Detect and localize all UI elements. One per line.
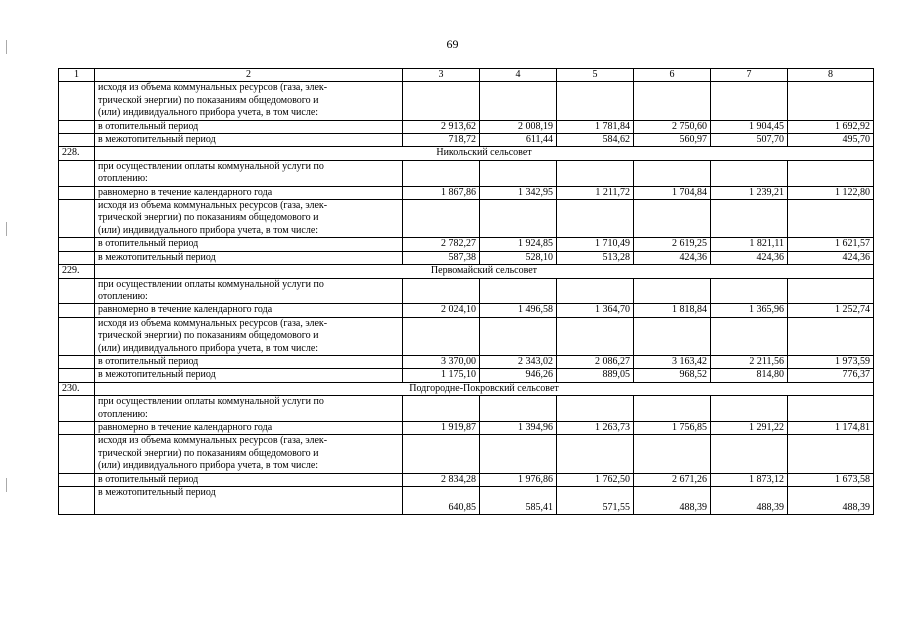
row-number-cell <box>59 421 95 434</box>
value-cell: 1 496,58 <box>480 304 557 317</box>
data-row <box>59 120 874 133</box>
data-row <box>59 487 874 515</box>
empty-value-cell <box>557 82 634 120</box>
column-number: 4 <box>480 69 557 82</box>
row-label: в отопительный период <box>95 355 403 368</box>
data-row <box>59 304 874 317</box>
empty-value-cell <box>788 82 874 120</box>
value-cell: 507,70 <box>711 134 788 147</box>
description-line: исходя из объема коммунальных ресурсов (газа, элек- <box>98 435 328 447</box>
description-line: трической энергии) по показаниям общедомового и <box>98 447 319 459</box>
description-row <box>59 82 874 120</box>
empty-value-cell <box>711 317 788 355</box>
description-cell <box>95 82 403 120</box>
row-number-cell <box>59 435 95 473</box>
row-number-cell <box>59 317 95 355</box>
description-line: (или) индивидуального прибора учета, в том числе: <box>98 224 319 236</box>
value-cell: 611,44 <box>480 134 557 147</box>
empty-value-cell <box>634 200 711 238</box>
description-line: исходя из объема коммунальных ресурсов (газа, элек- <box>98 317 328 329</box>
empty-value-cell <box>480 278 557 304</box>
description-row <box>59 160 874 186</box>
description-line: (или) индивидуального прибора учета, в том числе: <box>98 107 319 119</box>
value-cell: 1 211,72 <box>557 186 634 199</box>
empty-value-cell <box>711 396 788 422</box>
section-row <box>59 265 874 278</box>
value-cell: 1 873,12 <box>711 473 788 486</box>
empty-value-cell <box>634 278 711 304</box>
description-line: трической энергии) по показаниям общедомового и <box>98 330 319 342</box>
data-row <box>59 186 874 199</box>
row-number-cell <box>59 82 95 120</box>
description-line: отоплению: <box>98 290 148 302</box>
value-cell: 2 671,26 <box>634 473 711 486</box>
value-cell: 2 086,27 <box>557 355 634 368</box>
value-cell: 2 834,28 <box>403 473 480 486</box>
row-number-cell <box>59 120 95 133</box>
value-cell: 814,80 <box>711 369 788 382</box>
empty-value-cell <box>403 200 480 238</box>
value-cell: 1 122,80 <box>788 186 874 199</box>
value-cell: 1 924,85 <box>480 238 557 251</box>
row-number-cell <box>59 487 95 515</box>
value-cell: 1 904,45 <box>711 120 788 133</box>
value-cell: 585,41 <box>480 487 557 515</box>
empty-value-cell <box>557 435 634 473</box>
empty-value-cell <box>480 160 557 186</box>
value-cell: 1 756,85 <box>634 421 711 434</box>
value-cell: 1 263,73 <box>557 421 634 434</box>
data-row <box>59 421 874 434</box>
value-cell: 1 291,22 <box>711 421 788 434</box>
column-number: 6 <box>634 69 711 82</box>
description-cell <box>95 278 403 304</box>
row-number-cell <box>59 473 95 486</box>
value-cell: 776,37 <box>788 369 874 382</box>
description-line: при осуществлении оплаты коммунальной услуги по <box>98 160 324 172</box>
value-cell: 1 867,86 <box>403 186 480 199</box>
row-label: в межотопительный период <box>95 251 403 264</box>
empty-value-cell <box>788 160 874 186</box>
value-cell: 968,52 <box>634 369 711 382</box>
section-title: Первомайский сельсовет <box>95 265 874 278</box>
empty-value-cell <box>403 160 480 186</box>
value-cell: 889,05 <box>557 369 634 382</box>
description-line: (или) индивидуального прибора учета, в том числе: <box>98 460 319 472</box>
value-cell: 3 370,00 <box>403 355 480 368</box>
value-cell: 1 252,74 <box>788 304 874 317</box>
value-cell: 488,39 <box>788 487 874 515</box>
empty-value-cell <box>788 396 874 422</box>
row-number-cell <box>59 396 95 422</box>
value-cell: 1 394,96 <box>480 421 557 434</box>
value-cell: 1 365,96 <box>711 304 788 317</box>
row-number-cell <box>59 278 95 304</box>
column-number: 2 <box>95 69 403 82</box>
empty-value-cell <box>557 317 634 355</box>
empty-value-cell <box>557 396 634 422</box>
empty-value-cell <box>557 160 634 186</box>
value-cell: 1 621,57 <box>788 238 874 251</box>
row-number-cell <box>59 238 95 251</box>
value-cell: 2 913,62 <box>403 120 480 133</box>
data-row <box>59 355 874 368</box>
description-line: трической энергии) по показаниям общедомового и <box>98 212 319 224</box>
column-number-row <box>59 69 874 82</box>
value-cell: 424,36 <box>788 251 874 264</box>
row-label: в межотопительный период <box>95 369 403 382</box>
column-number: 1 <box>59 69 95 82</box>
description-cell <box>95 435 403 473</box>
empty-value-cell <box>634 396 711 422</box>
data-row <box>59 251 874 264</box>
row-label: в межотопительный период <box>95 487 403 515</box>
row-number-cell <box>59 186 95 199</box>
value-cell: 1 174,81 <box>788 421 874 434</box>
empty-value-cell <box>480 435 557 473</box>
empty-value-cell <box>711 278 788 304</box>
description-line: отоплению: <box>98 173 148 185</box>
table-body <box>59 82 874 515</box>
description-line: исходя из объема коммунальных ресурсов (газа, элек- <box>98 82 328 94</box>
section-row <box>59 147 874 160</box>
value-cell: 2 008,19 <box>480 120 557 133</box>
value-cell: 2 024,10 <box>403 304 480 317</box>
value-cell: 2 782,27 <box>403 238 480 251</box>
description-row <box>59 278 874 304</box>
description-row <box>59 200 874 238</box>
empty-value-cell <box>403 435 480 473</box>
description-cell <box>95 396 403 422</box>
description-line: исходя из объема коммунальных ресурсов (газа, элек- <box>98 200 328 212</box>
value-cell: 1 821,11 <box>711 238 788 251</box>
value-cell: 560,97 <box>634 134 711 147</box>
value-cell: 1 175,10 <box>403 369 480 382</box>
empty-value-cell <box>480 396 557 422</box>
value-cell: 1 704,84 <box>634 186 711 199</box>
value-cell: 424,36 <box>634 251 711 264</box>
row-label: в отопительный период <box>95 473 403 486</box>
section-title: Подгородне-Покровский сельсовет <box>95 382 874 395</box>
value-cell: 587,38 <box>403 251 480 264</box>
value-cell: 1 818,84 <box>634 304 711 317</box>
description-cell <box>95 200 403 238</box>
value-cell: 528,10 <box>480 251 557 264</box>
value-cell: 2 750,60 <box>634 120 711 133</box>
empty-value-cell <box>403 278 480 304</box>
row-label: в отопительный период <box>95 238 403 251</box>
section-number: 229. <box>59 265 95 278</box>
empty-value-cell <box>634 160 711 186</box>
section-number: 228. <box>59 147 95 160</box>
section-title: Никольский сельсовет <box>95 147 874 160</box>
value-cell: 3 163,42 <box>634 355 711 368</box>
empty-value-cell <box>634 435 711 473</box>
empty-value-cell <box>403 396 480 422</box>
column-number: 8 <box>788 69 874 82</box>
row-number-cell <box>59 304 95 317</box>
value-cell: 1 342,95 <box>480 186 557 199</box>
description-line: отоплению: <box>98 408 148 420</box>
column-number: 7 <box>711 69 788 82</box>
empty-value-cell <box>480 317 557 355</box>
section-number: 230. <box>59 382 95 395</box>
column-number: 5 <box>557 69 634 82</box>
empty-value-cell <box>634 317 711 355</box>
empty-value-cell <box>480 200 557 238</box>
description-row <box>59 317 874 355</box>
value-cell: 1 919,87 <box>403 421 480 434</box>
column-number: 3 <box>403 69 480 82</box>
description-cell <box>95 317 403 355</box>
empty-value-cell <box>788 200 874 238</box>
empty-value-cell <box>711 435 788 473</box>
value-cell: 1 673,58 <box>788 473 874 486</box>
value-cell: 946,26 <box>480 369 557 382</box>
description-row <box>59 396 874 422</box>
row-number-cell <box>59 251 95 264</box>
value-cell: 513,28 <box>557 251 634 264</box>
value-cell: 2 619,25 <box>634 238 711 251</box>
empty-value-cell <box>403 317 480 355</box>
section-row <box>59 382 874 395</box>
description-line: (или) индивидуального прибора учета, в том числе: <box>98 342 319 354</box>
row-label: равномерно в течение календарного года <box>95 186 403 199</box>
value-cell: 2 343,02 <box>480 355 557 368</box>
value-cell: 1 781,84 <box>557 120 634 133</box>
data-row <box>59 369 874 382</box>
value-cell: 424,36 <box>711 251 788 264</box>
description-row <box>59 435 874 473</box>
value-cell: 1 364,70 <box>557 304 634 317</box>
description-line: при осуществлении оплаты коммунальной услуги по <box>98 278 324 290</box>
description-cell <box>95 160 403 186</box>
empty-value-cell <box>557 200 634 238</box>
row-label: равномерно в течение календарного года <box>95 421 403 434</box>
row-number-cell <box>59 134 95 147</box>
data-row <box>59 134 874 147</box>
row-label: в межотопительный период <box>95 134 403 147</box>
row-number-cell <box>59 160 95 186</box>
empty-value-cell <box>788 317 874 355</box>
empty-value-cell <box>788 435 874 473</box>
tariff-table <box>58 68 874 515</box>
value-cell: 488,39 <box>711 487 788 515</box>
row-number-cell <box>59 200 95 238</box>
value-cell: 584,62 <box>557 134 634 147</box>
value-cell: 1 762,50 <box>557 473 634 486</box>
scan-margin-mark <box>6 40 7 54</box>
row-number-cell <box>59 369 95 382</box>
value-cell: 571,55 <box>557 487 634 515</box>
description-line: при осуществлении оплаты коммунальной услуги по <box>98 396 324 408</box>
empty-value-cell <box>634 82 711 120</box>
data-row <box>59 473 874 486</box>
empty-value-cell <box>788 278 874 304</box>
value-cell: 495,70 <box>788 134 874 147</box>
scan-margin-mark <box>6 478 7 492</box>
row-label: равномерно в течение календарного года <box>95 304 403 317</box>
value-cell: 1 710,49 <box>557 238 634 251</box>
value-cell: 1 973,59 <box>788 355 874 368</box>
value-cell: 2 211,56 <box>711 355 788 368</box>
row-number-cell <box>59 355 95 368</box>
value-cell: 1 239,21 <box>711 186 788 199</box>
scan-margin-mark <box>6 222 7 236</box>
description-line: трической энергии) по показаниям общедомового и <box>98 94 319 106</box>
value-cell: 488,39 <box>634 487 711 515</box>
value-cell: 1 692,92 <box>788 120 874 133</box>
empty-value-cell <box>711 200 788 238</box>
page-number: 69 <box>446 37 459 51</box>
row-label: в отопительный период <box>95 120 403 133</box>
data-row <box>59 238 874 251</box>
value-cell: 718,72 <box>403 134 480 147</box>
value-cell: 1 976,86 <box>480 473 557 486</box>
empty-value-cell <box>711 82 788 120</box>
empty-value-cell <box>403 82 480 120</box>
empty-value-cell <box>711 160 788 186</box>
empty-value-cell <box>480 82 557 120</box>
empty-value-cell <box>557 278 634 304</box>
value-cell: 640,85 <box>403 487 480 515</box>
